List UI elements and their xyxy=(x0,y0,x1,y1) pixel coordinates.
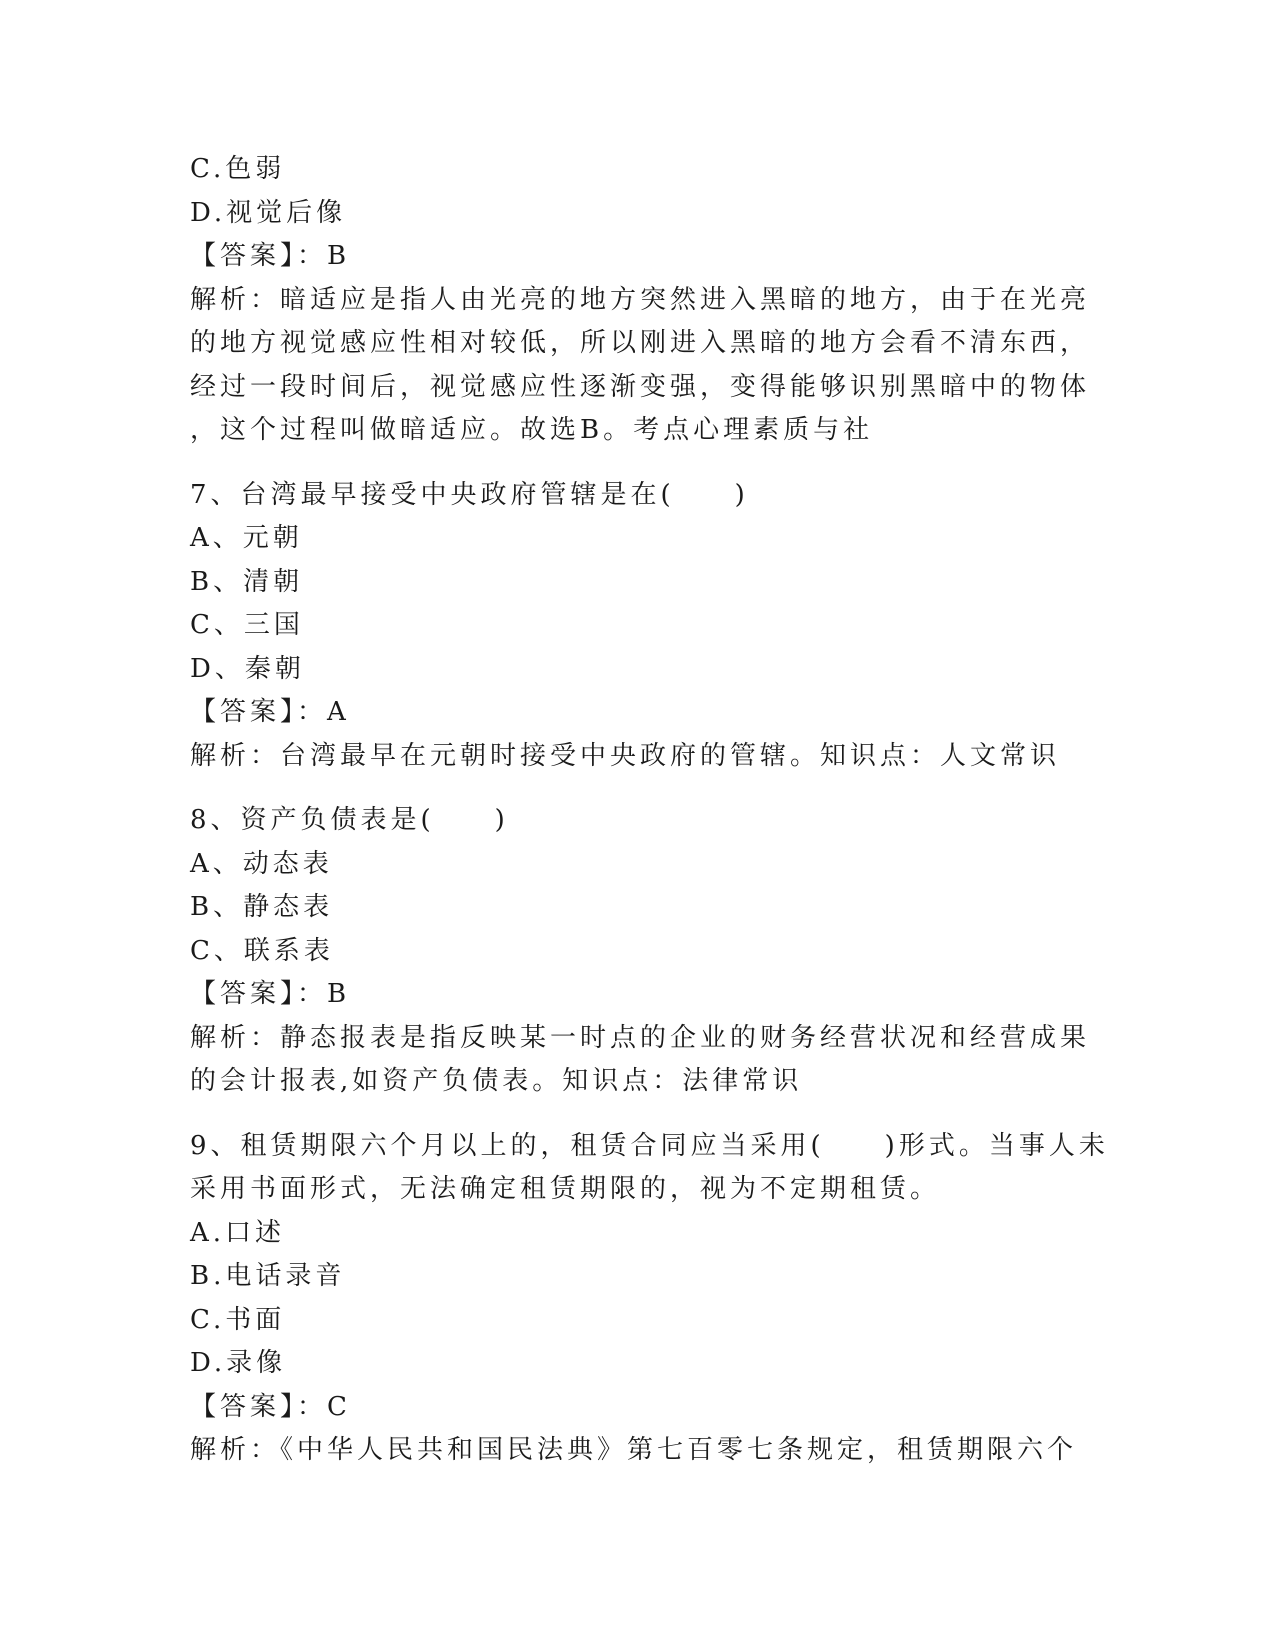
analysis-line: 解析：《中华人民共和国民法典》第七百零七条规定，租赁期限六个 xyxy=(190,1435,1078,1465)
question-text: 8、资产负债表是( ) xyxy=(190,805,509,835)
option-c: C.色弱 xyxy=(190,154,286,184)
spacer xyxy=(190,778,1090,799)
option-a: A、动态表 xyxy=(190,848,333,879)
option-d: D.录像 xyxy=(190,1348,287,1378)
answer: 【答案】：B xyxy=(190,979,351,1009)
option-a: A.口述 xyxy=(190,1217,286,1248)
option-c: C、联系表 xyxy=(190,935,334,966)
analysis-line: 解析：暗适应是指人由光亮的地方突然进入黑暗的地方，由于在光亮 xyxy=(190,284,1091,315)
analysis-line: 经过一段时间后，视觉感应性逐渐变强，变得能够识别黑暗中的物体 xyxy=(190,371,1091,402)
spacer xyxy=(190,1104,1090,1125)
analysis-line: ，这个过程叫做暗适应。故选B。考点心理素质与社 xyxy=(190,415,874,445)
spacer xyxy=(190,453,1090,474)
option-b: B、静态表 xyxy=(190,892,334,922)
question-6-tail xyxy=(190,148,1090,453)
question-text: 7、台湾最早接受中央政府管辖是在( ) xyxy=(190,479,749,510)
analysis-line: 的会计报表,如资产负债表。知识点：法律常识 xyxy=(190,1066,803,1096)
option-c: C、三国 xyxy=(190,610,304,640)
answer: 【答案】：A xyxy=(190,697,350,727)
answer: 【答案】：B xyxy=(190,241,351,271)
option-a: A、元朝 xyxy=(190,523,303,553)
option-b: B.电话录音 xyxy=(190,1261,346,1291)
analysis-line: 的地方视觉感应性相对较低，所以刚进入黑暗的地方会看不清东西， xyxy=(190,328,1091,358)
question-text: 采用书面形式，无法确定租赁期限的，视为不定期租赁。 xyxy=(190,1174,941,1204)
answer: 【答案】：C xyxy=(190,1391,351,1422)
analysis-line: 解析：台湾最早在元朝时接受中央政府的管辖。知识点：人文常识 xyxy=(190,740,1061,771)
option-d: D.视觉后像 xyxy=(190,197,347,228)
option-b: B、清朝 xyxy=(190,566,304,597)
question-7 xyxy=(190,474,1090,779)
document-content xyxy=(190,148,1109,1473)
option-d: D、秦朝 xyxy=(190,653,305,684)
question-text: 9、租赁期限六个月以上的，租赁合同应当采用( )形式。当事人未 xyxy=(190,1130,1109,1161)
question-8 xyxy=(190,799,1090,1104)
question-9 xyxy=(190,1125,1109,1473)
option-c: C.书面 xyxy=(190,1304,286,1335)
analysis-line: 解析：静态报表是指反映某一时点的企业的财务经营状况和经营成果 xyxy=(190,1022,1091,1053)
